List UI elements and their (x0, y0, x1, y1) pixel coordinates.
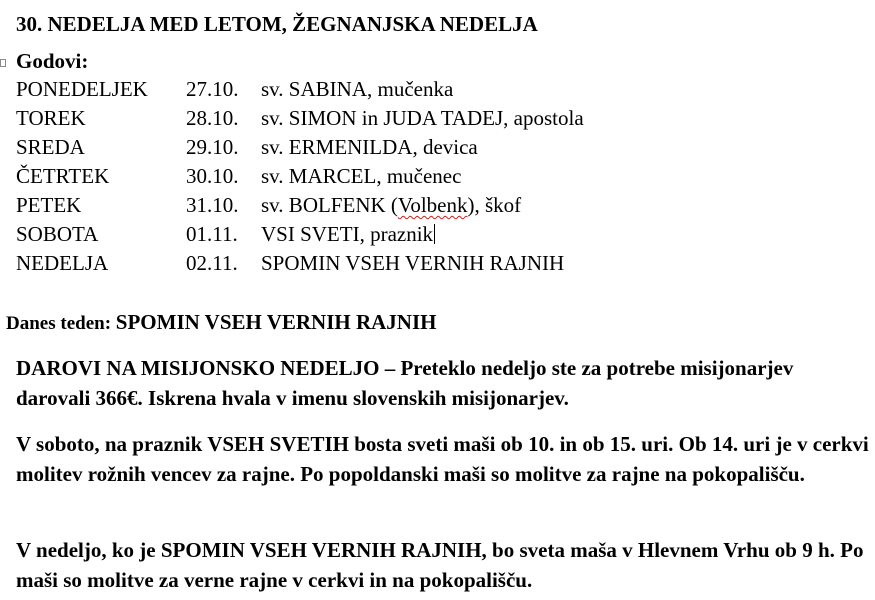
feast-day: TOREK (16, 106, 86, 130)
feast-saint-part: sv. BOLFENK ( (261, 193, 398, 217)
feast-date: 28.10. (186, 106, 239, 130)
feast-date: 27.10. (186, 77, 239, 101)
feast-list (16, 75, 866, 278)
feast-date: 01.11. (186, 222, 238, 246)
feast-saint: sv. SIMON in JUDA TADEJ, apostola (261, 106, 584, 130)
text-cursor (434, 224, 435, 244)
feasts-heading: Godovi: (16, 49, 89, 73)
paragraph-marker-icon (0, 59, 6, 67)
this-week-label: Danes teden: (6, 313, 116, 334)
feast-day: NEDELJA (16, 251, 109, 275)
feast-saint: SPOMIN VSEH VERNIH RAJNIH (261, 251, 565, 275)
this-week-line (6, 309, 436, 338)
announcement-missions: DAROVI NA MISIJONSKO NEDELJO – Preteklo nedeljo ste za potrebe misijonarjev darovali 366€. Iskrena hvala v imenu slovenskih misijonarjev. (16, 356, 794, 410)
feast-row-saturday (16, 220, 866, 249)
feast-saint-part: ), škof (467, 193, 522, 217)
feast-day: PETEK (16, 193, 82, 217)
feast-saint-with-cursor[interactable] (261, 220, 435, 249)
feast-row-monday (16, 75, 866, 104)
feast-row-wednesday (16, 133, 866, 162)
feast-day: ČETRTEK (16, 164, 110, 188)
feast-saint: VSI SVETI, praznik (261, 222, 434, 246)
spellcheck-flagged-word[interactable]: Volbenk (397, 193, 468, 217)
feast-row-sunday (16, 249, 866, 278)
feast-row-thursday (16, 162, 866, 191)
feast-saint (261, 191, 521, 220)
feast-date: 31.10. (186, 193, 239, 217)
announcement-all-souls: V nedeljo, ko je SPOMIN VSEH VERNIH RAJNIH, bo sveta maša v Hlevnem Vrhu ob 9 h. Po maši so molitve za verne rajne v cerkvi in na pokopališču. (16, 538, 864, 592)
feast-saint: sv. ERMENILDA, devica (261, 135, 478, 159)
announcement-all-saints: V soboto, na praznik VSEH SVETIH bosta sveti maši ob 10. in ob 15. uri. Ob 14. uri je v cerkvi molitev rožnih vencev za rajne. Po popoldanski maši so molitve za rajne na pokopališču. (16, 432, 869, 486)
feast-day: PONEDELJEK (16, 77, 148, 101)
this-week-value: SPOMIN VSEH VERNIH RAJNIH (115, 310, 437, 334)
feast-row-tuesday (16, 104, 866, 133)
feast-row-friday (16, 191, 866, 220)
feast-day: SREDA (16, 135, 85, 159)
feast-saint: sv. MARCEL, mučenec (261, 164, 462, 188)
page-title: 30. NEDELJA MED LETOM, ŽEGNANJSKA NEDELJA (16, 12, 538, 36)
feast-date: 29.10. (186, 135, 239, 159)
feast-date: 02.11. (186, 251, 238, 275)
feast-saint: sv. SABINA, mučenka (261, 77, 454, 101)
feast-date: 30.10. (186, 164, 239, 188)
feast-day: SOBOTA (16, 222, 99, 246)
